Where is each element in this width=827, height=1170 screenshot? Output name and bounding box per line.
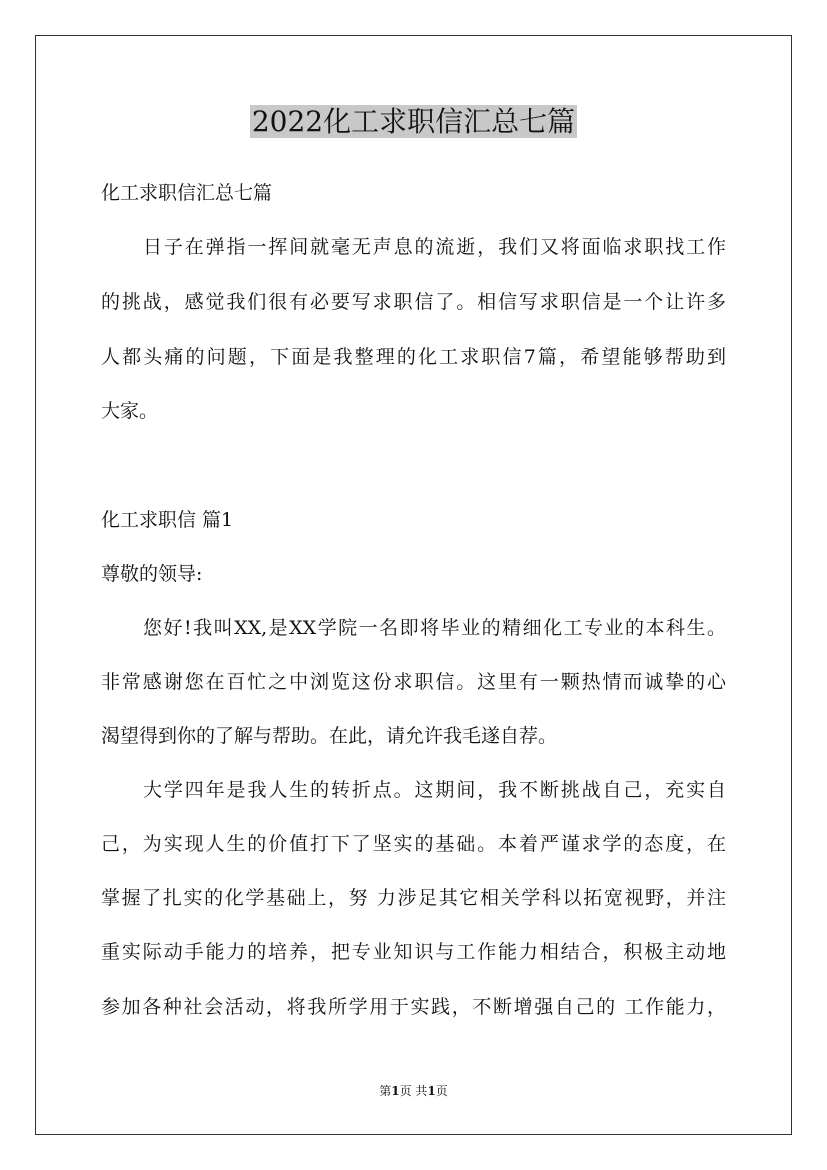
footer-total-pages: 1 [427, 1084, 436, 1098]
paragraph2-line-3: 掌握了扎实的化学基础上，努 力涉足其它相关学科以拓宽视野，并注 [101, 887, 726, 909]
paragraph2-line-2: 己，为实现人生的价值打下了坚实的基础。本着严谨求学的态度，在 [101, 833, 726, 855]
paragraph1-line-2: 非常感谢您在百忙之中浏览这份求职信。这里有一颗热情而诚挚的心 [101, 671, 726, 693]
intro-line-2: 的挑战，感觉我们很有必要写求职信了。相信写求职信是一个让许多 [101, 291, 726, 313]
paragraph2-line-1: 大学四年是我人生的转折点。这期间，我不断挑战自己，充实自 [143, 779, 726, 801]
footer-prefix: 第 [379, 1084, 392, 1098]
footer-suffix: 页 [435, 1084, 448, 1098]
section-heading: 化工求职信 篇1 [101, 509, 234, 531]
page-footer [0, 1083, 827, 1099]
paragraph2-line-4: 重实际动手能力的培养，把专业知识与工作能力相结合，积极主动地 [101, 941, 726, 963]
intro-line-4: 大家。 [101, 400, 159, 422]
paragraph2-line-5: 参加各种社会活动，将我所学用于实践，不断增强自己的 工作能力， [101, 996, 726, 1018]
paragraph1-line-3: 渴望得到你的了解与帮助。在此，请允许我毛遂自荐。 [101, 725, 558, 747]
intro-line-3: 人都头痛的问题，下面是我整理的化工求职信7篇，希望能够帮助到 [101, 346, 726, 368]
document-title-text: 2022化工求职信汇总七篇 [251, 105, 576, 138]
document-title [0, 102, 827, 142]
salutation: 尊敬的领导: [101, 563, 203, 585]
intro-line-1: 日子在弹指一挥间就毫无声息的流逝，我们又将面临求职找工作 [143, 236, 726, 258]
paragraph1-line-1: 您好!我叫XX,是XX学院一名即将毕业的精细化工专业的本科生。 [143, 617, 726, 639]
footer-current-page: 1 [391, 1084, 400, 1098]
document-subtitle: 化工求职信汇总七篇 [101, 182, 273, 204]
footer-mid: 页 共 [399, 1084, 428, 1098]
